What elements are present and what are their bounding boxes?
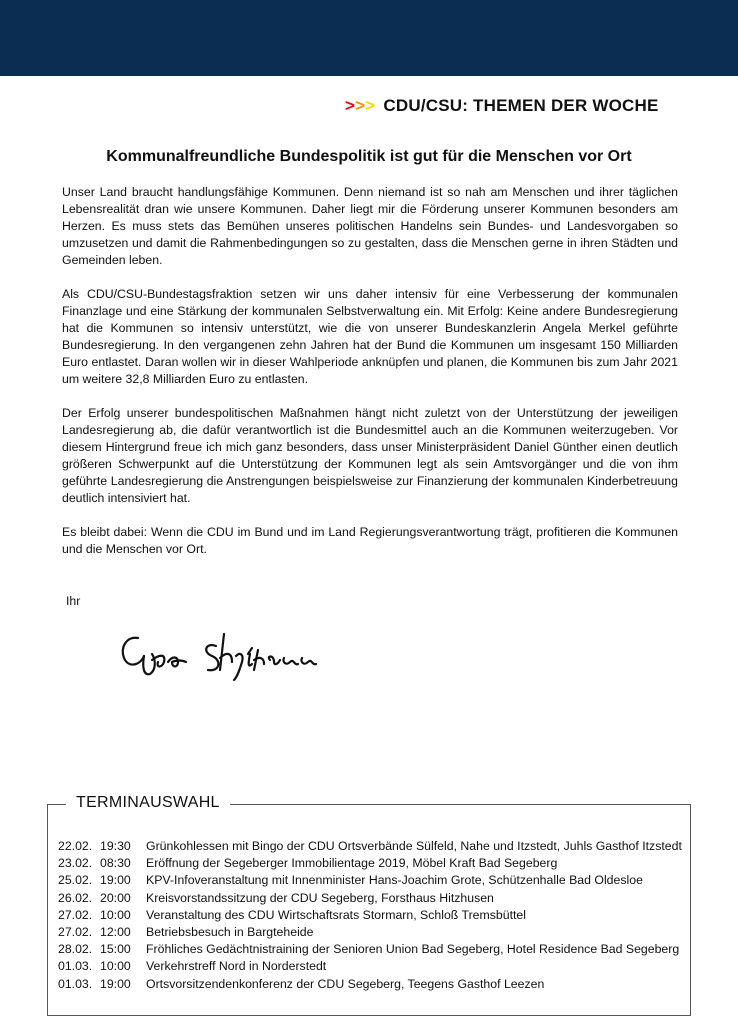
event-time: 08:30: [100, 856, 131, 871]
event-row: [58, 890, 688, 907]
event-row: [58, 924, 688, 941]
event-date: 26.02.: [58, 890, 93, 905]
article-body: [62, 184, 678, 575]
event-text: Kreisvorstandssitzung der CDU Segeberg, Forsthaus Hitzhusen: [146, 890, 494, 905]
event-text: Grünkohlessen mit Bingo der CDU Ortsverbände Sülfeld, Nahe und Itzstedt, Juhls Gasthof Itzstedt: [146, 839, 682, 853]
event-row: [58, 958, 688, 975]
event-row: [58, 838, 688, 855]
event-time: 19:00: [100, 976, 131, 991]
event-row: [58, 941, 688, 958]
paragraph: Der Erfolg unserer bundespolitischen Maßnahmen hängt nicht zuletzt von der Unterstützung der jeweiligen Landesregierung ab, die dafür verantwortlich ist die Bundesmittel auch an die Kommunen weiterzugeben. Vor diesem Hintergrund freue ich mich ganz besonders, dass unser Ministerpräsident Daniel Günther einen deutlich größeren Schwerpunkt auf die Unterstützung der Kommunen legt als sein Amtsvorgänger und die von ihm geführte Landesregierung die Anstrengungen beispielsweise zur Finanzierung der kommunalen Kinderbetreuung deutlich intensiviert hat.: [62, 406, 678, 505]
kicker-text: CDU/CSU: THEMEN DER WOCHE: [383, 96, 659, 115]
event-row: [58, 976, 688, 993]
event-date: 01.03.: [58, 976, 93, 991]
event-time: 15:00: [100, 942, 131, 957]
event-time: 12:00: [100, 924, 131, 939]
event-date: 23.02.: [58, 856, 93, 871]
events-list: [58, 838, 688, 993]
event-text: Eröffnung der Segeberger Immobilientage 2019, Möbel Kraft Bad Segeberg: [146, 856, 558, 871]
event-time: 19:00: [100, 873, 131, 888]
event-date: 22.02.: [58, 839, 93, 853]
event-text: KPV-Infoveranstaltung mit Innenminister Hans-Joachim Grote, Schützenhalle Bad Oldesloe: [146, 873, 643, 888]
event-date: 27.02.: [58, 924, 93, 939]
event-time: 10:00: [100, 959, 131, 974]
event-text: Fröhliches Gedächtnistraining der Senioren Union Bad Segeberg, Hotel Residence Bad Segeberg: [146, 942, 680, 957]
event-text: Veranstaltung des CDU Wirtschaftsrats Stormarn, Schloß Tremsbüttel: [146, 907, 526, 922]
paragraph: Unser Land braucht handlungsfähige Kommunen. Denn niemand ist so nah am Menschen und ihrer täglichen Lebensrealität dran wie unsere Kommunen. Daher liegt mir die Förderung unserer Kommunen besonders am Herzen. Es muss stets das Bemühen unseres politischen Handelns sein Bundes- und Landesvorgaben so umzusetzen und damit die Rahmenbedingungen so zu gestalten, dass die Menschen gerne in ihren Städten und Gemeinden leben.: [62, 185, 678, 267]
handwritten-signature: [116, 624, 346, 684]
event-row: [58, 855, 688, 872]
event-time: 19:30: [100, 839, 131, 853]
event-text: Verkehrstreff Nord in Norderstedt: [146, 959, 327, 974]
event-date: 27.02.: [58, 907, 93, 922]
greeting: Ihr: [66, 594, 81, 608]
event-row: [58, 907, 688, 924]
event-row: [58, 872, 688, 889]
article-headline: Kommunalfreundliche Bundespolitik ist gut für die Menschen vor Ort: [106, 148, 632, 165]
event-time: 20:00: [100, 890, 131, 905]
event-date: 28.02.: [58, 942, 93, 957]
event-text: Ortsvorsitzendenkonferenz der CDU Segeberg, Teegens Gasthof Leezen: [146, 976, 545, 991]
header-bar: [0, 0, 738, 76]
events-title: TERMINAUSWAHL: [66, 794, 230, 812]
section-kicker: [345, 96, 659, 116]
event-date: 25.02.: [58, 873, 93, 888]
paragraph: Es bleibt dabei: Wenn die CDU im Bund und im Land Regierungsverantwortung trägt, profitieren die Kommunen und die Menschen vor Ort.: [62, 525, 678, 556]
event-date: 01.03.: [58, 959, 93, 974]
event-time: 10:00: [100, 907, 131, 922]
paragraph: Als CDU/CSU-Bundestagsfraktion setzen wir uns daher intensiv für eine Verbesserung der kommunalen Finanzlage und eine Stärkung der kommunalen Selbstverwaltung ein. Mit Erfolg: Keine andere Bundesregierung hat die Kommunen so intensiv unterstützt, wie die von unserer Bundeskanzlerin Angela Merkel geführte Bundesregierung. In den vergangenen zehn Jahren hat der Bund die Kommunen um insgesamt 150 Milliarden Euro entlastet. Daran wollen wir in dieser Wahlperiode anknüpfen und planen, die Kommunen bis zum Jahr 2021 um weitere 32,8 Milliarden Euro zu entlasten.: [62, 287, 678, 386]
event-text: Betriebsbesuch in Bargteheide: [146, 924, 314, 939]
arrows-icon: >>>: [345, 96, 376, 115]
